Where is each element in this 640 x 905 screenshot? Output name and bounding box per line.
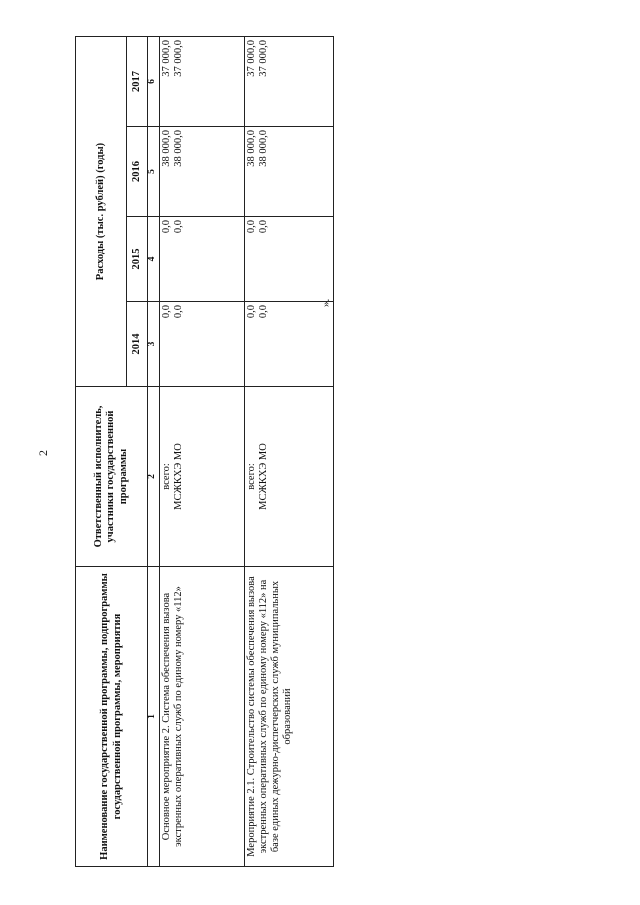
value-total: 0,0 — [161, 305, 172, 319]
row-responsible — [160, 387, 245, 567]
value-org: 38 000,0 — [173, 130, 185, 167]
value-org: 0,0 — [258, 305, 270, 319]
column-number: 4 — [148, 217, 160, 302]
value-total: 0,0 — [246, 220, 257, 234]
responsible-total-label: всего: — [246, 463, 257, 490]
value-org: 0,0 — [173, 305, 185, 319]
row-value-2014 — [245, 302, 334, 387]
closing-divider — [333, 311, 334, 537]
value-org: 0,0 — [173, 220, 185, 234]
row-value-2016 — [245, 127, 334, 217]
header-year: 2016 — [127, 127, 148, 217]
page-number: 2 — [36, 450, 50, 456]
responsible-org: МСЖКХЭ МО — [173, 443, 185, 510]
value-org: 37 000,0 — [173, 40, 185, 77]
value-total: 38 000,0 — [161, 130, 172, 167]
header-year: 2017 — [127, 37, 148, 127]
responsible-org: МСЖКХЭ МО — [258, 443, 270, 510]
row-value-2015 — [160, 217, 245, 302]
value-org: 0,0 — [258, 220, 270, 234]
column-number: 2 — [148, 387, 160, 567]
expenses-table — [75, 36, 334, 867]
value-org: 37 000,0 — [258, 40, 270, 77]
row-name: Мероприятие 2.1. Строительство системы обеспечения вызова экстренных оперативных служб по единому номеру «112» на базе единых дежурно-диспетчерских служб муниципальных образований — [245, 567, 334, 867]
column-number: 1 — [148, 567, 160, 867]
closing-quote-mark: ». — [320, 298, 332, 307]
column-number-row — [148, 37, 160, 867]
header-expenses: Расходы (тыс. рублей) (годы) — [76, 37, 127, 387]
header-responsible: Ответственный исполнитель, участники государственной программы — [76, 387, 148, 567]
value-total: 38 000,0 — [246, 130, 257, 167]
value-total: 37 000,0 — [161, 40, 172, 77]
value-org: 38 000,0 — [258, 130, 270, 167]
table-row — [160, 37, 245, 867]
table-row — [245, 37, 334, 867]
header-row-1 — [76, 37, 127, 867]
header-name: Наименование государственной программы, подпрограммы государственной программы, мероприятия — [76, 567, 148, 867]
row-name: Основное мероприятие 2. Система обеспечения вызова экстренных оперативных служб по единому номеру «112» — [160, 567, 245, 867]
column-number: 6 — [148, 37, 160, 127]
header-year: 2014 — [127, 302, 148, 387]
value-total: 37 000,0 — [246, 40, 257, 77]
row-value-2015 — [245, 217, 334, 302]
column-number: 3 — [148, 302, 160, 387]
value-total: 0,0 — [246, 305, 257, 319]
responsible-total-label: всего: — [161, 463, 172, 490]
header-year: 2015 — [127, 217, 148, 302]
row-responsible — [245, 387, 334, 567]
value-total: 0,0 — [161, 220, 172, 234]
row-value-2017 — [160, 37, 245, 127]
column-number: 5 — [148, 127, 160, 217]
row-value-2017 — [245, 37, 334, 127]
row-value-2016 — [160, 127, 245, 217]
row-value-2014 — [160, 302, 245, 387]
